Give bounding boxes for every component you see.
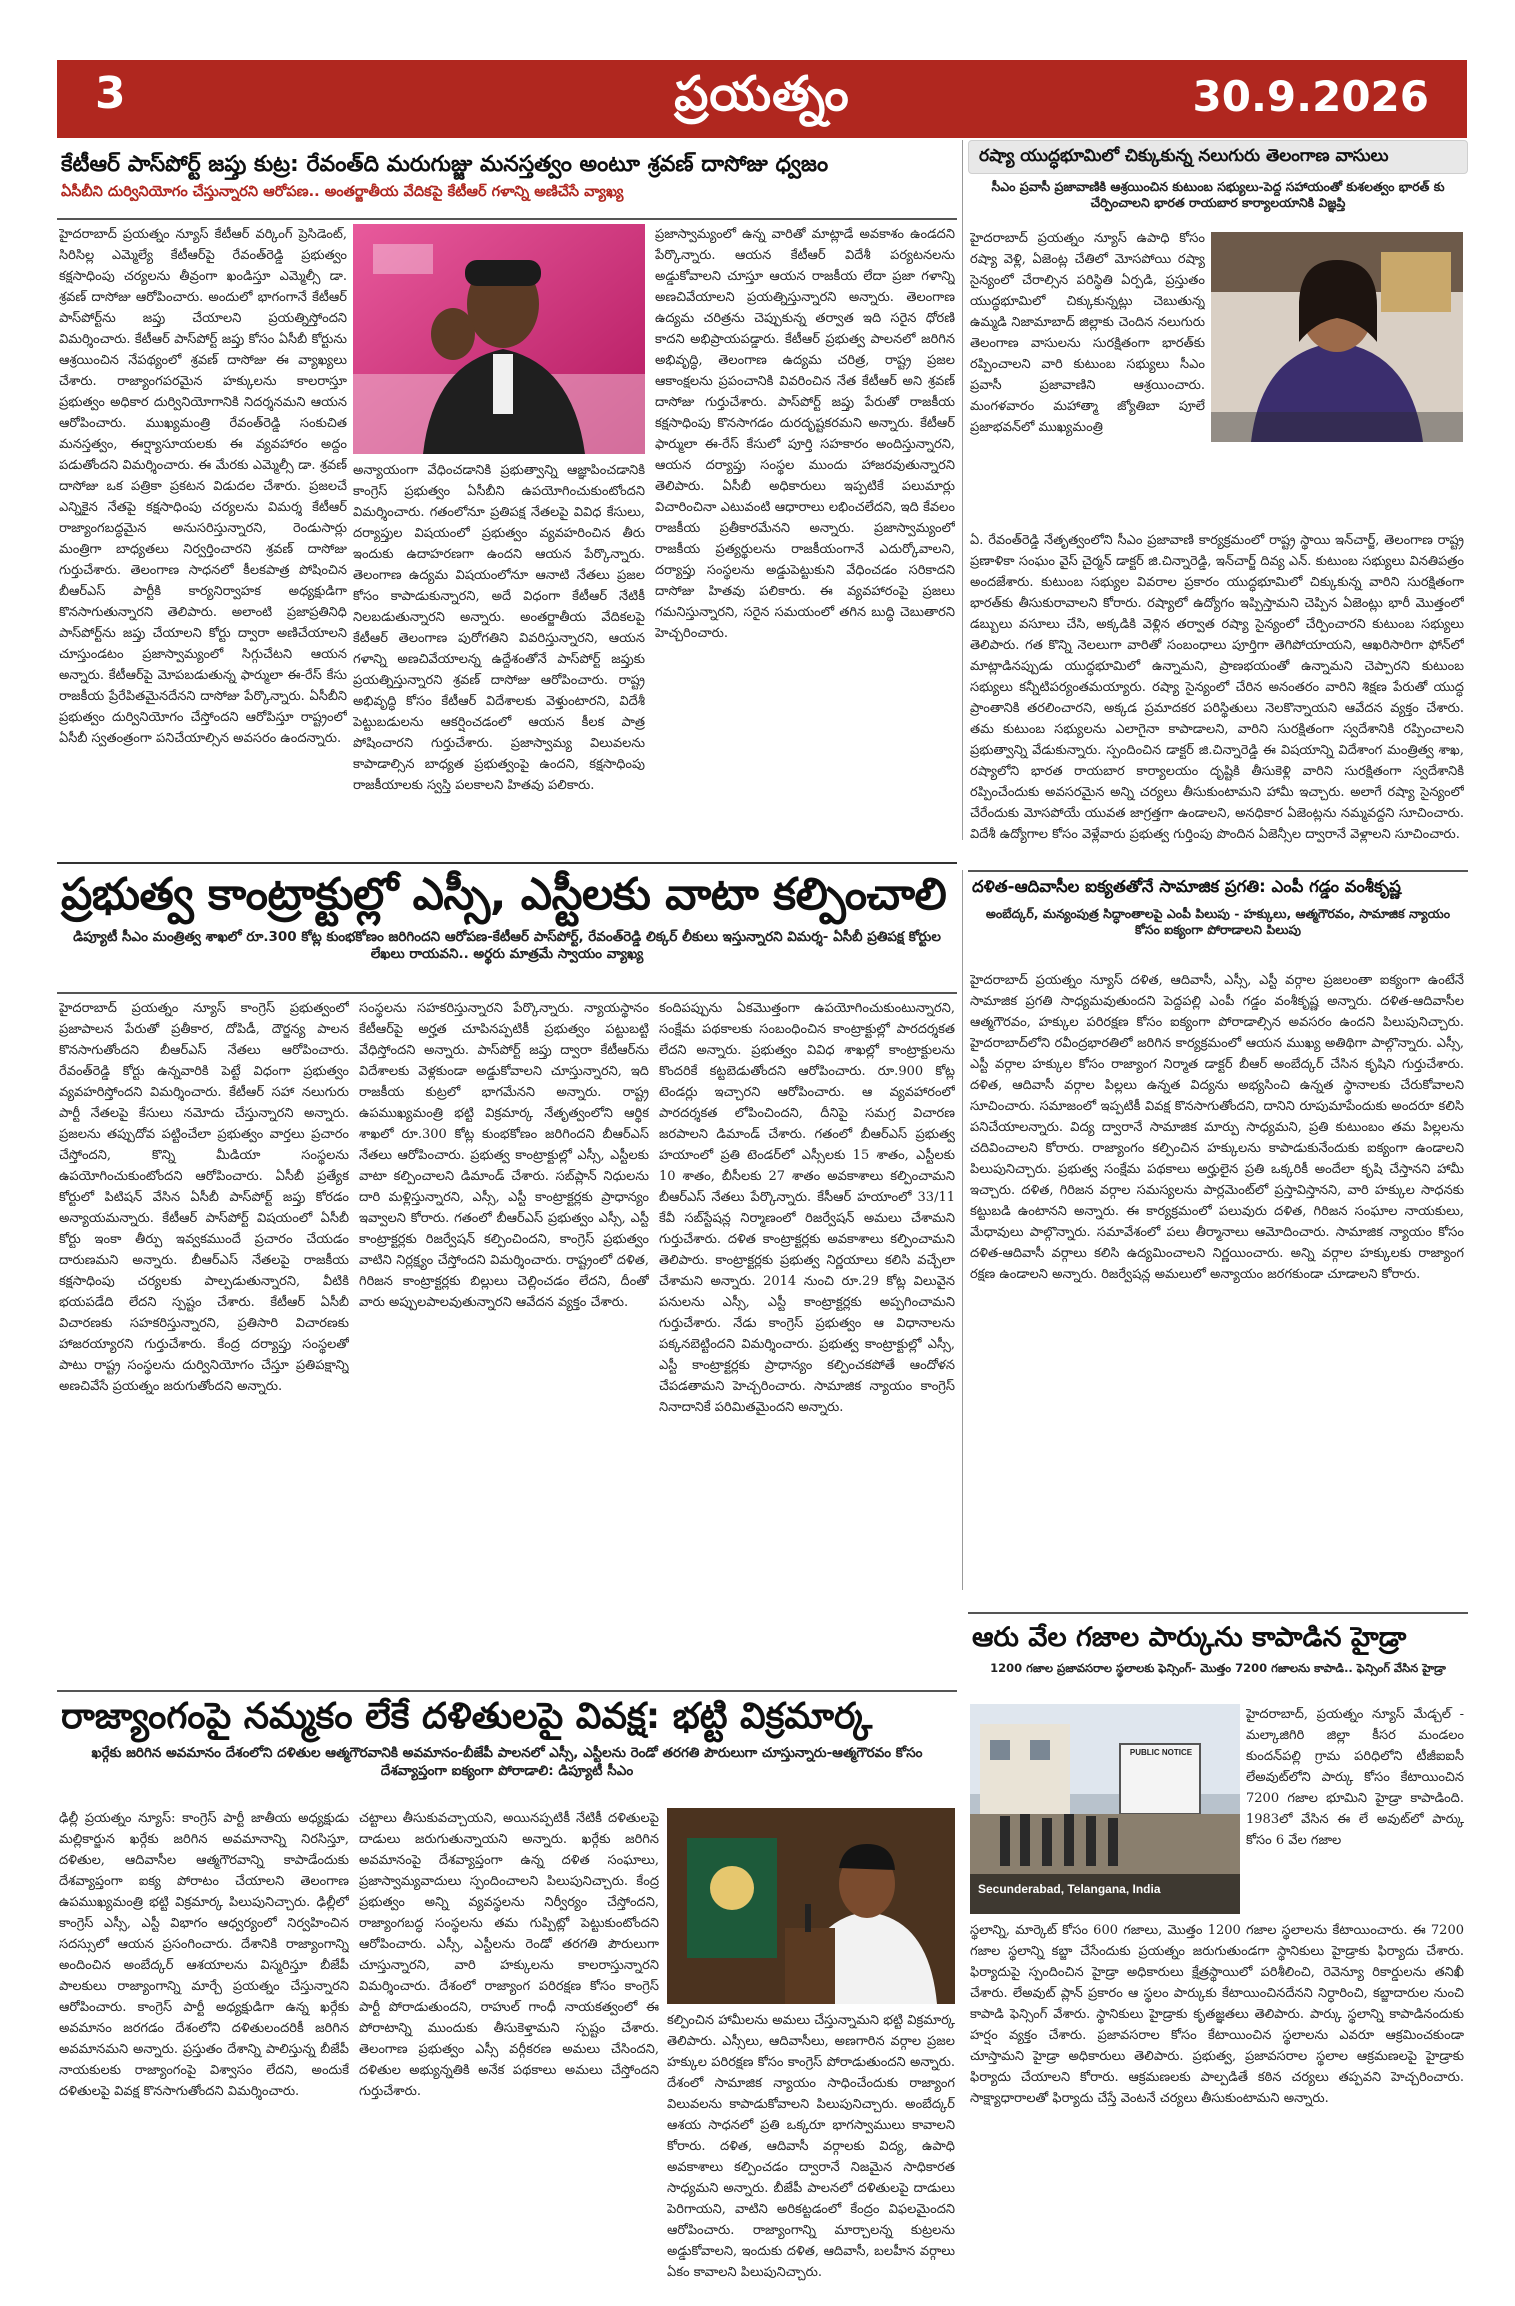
divider — [57, 862, 957, 864]
article-headline: కేటీఆర్ పాస్‌పోర్ట్ జప్తు కుట్ర: రేవంత్‌ది మరుగుజ్జు మనస్తత్వం అంటూ శ్రవణ్ దాసోజు ధ్వజం — [61, 152, 829, 177]
article-subheadline: 1200 గజాల ప్రజావసరాల స్థలాలకు ఫెన్సింగ్- మొత్తం 7200 గజాలను కాపాడి.. ఫెన్సింగ్ వేసిన హైడ్రా — [990, 1661, 1446, 1676]
issue-date: 30.9.2026 — [1192, 72, 1429, 121]
article-headline-box — [968, 140, 1468, 174]
article-column: కందిపప్పును ఏకమొత్తంగా ఉపయోగించుకుంటున్నారని, సంక్షేమ పథకాలకు సంబంధించిన కాంట్రాక్టుల్లో పారదర్శకత లేదని అన్నారు. ప్రభుత్వం వివిధ శాఖల్లో కాంట్రాక్టులను కొందరికే కట్టబెడుతోందని ఆరోపించారు. రూ.900 కోట్ల టెండర్లు ఇచ్చారని ఆరోపించారు. ఆ వ్యవహారంలో పారదర్శకత లోపించిందని, దీనిపై సమగ్ర విచారణ జరపాలని డిమాండ్ చేశారు. గతంలో బీఆర్ఎస్ ప్రభుత్వ హయాంలో ప్రతి టెండర్‌లో ఎస్సీలకు 15 శాతం, ఎస్టీలకు 10 శాతం, బీసీలకు 27 శాతం అవకాశాలు కల్పించామని బీఆర్ఎస్ నేతలు పేర్కొన్నారు. కేసీఆర్ హయాంలో 33/11 కేవీ సబ్‌స్టేషన్ల నిర్మాణంలో రిజర్వేషన్ అమలు చేశామని గుర్తుచేశారు. దళిత కాంట్రాక్టర్లకు అవకాశాలు కల్పించామని తెలిపారు. కాంట్రాక్టర్లకు ప్రభుత్వ నిర్ణయాలు కలిసి వచ్చేలా చేశామని అన్నారు. 2014 నుంచి రూ.29 కోట్ల విలువైన పనులను ఎస్సీ, ఎస్టీ కాంట్రాక్టర్లకు అప్పగించామని గుర్తుచేశారు. నేడు కాంగ్రెస్ ప్రభుత్వం ఆ విధానాలను పక్కనబెట్టిందని విమర్శించారు. ప్రభుత్వ కాంట్రాక్టుల్లో ఎస్సీ, ఎస్టీ కాంట్రాక్టర్లకు ప్రాధాన్యం కల్పించకపోతే ఆందోళన చేపడతామని హెచ్చరించారు. సామాజిక న్యాయం కాంగ్రెస్ నినాదానికే పరిమితమైందని అన్నారు. — [659, 1001, 955, 1415]
article-column: అన్యాయంగా వేధించడానికి ప్రభుత్వాన్ని ఆజ్ఞాపించడానికి కాంగ్రెస్ ప్రభుత్వం ఏసీబీని ఉపయోగించుకుంటోందని విమర్శించారు. గతంలోనూ ప్రతిపక్ష నేతలపై వివిధ కేసులు, దర్యాప్తుల విషయంలో ప్రభుత్వం వ్యవహరించిన తీరు ఇందుకు ఉదాహరణగా ఉందని ఆయన పేర్కొన్నారు. తెలంగాణ ఉద్యమ విషయంలోనూ ఆనాటి నేతలు ప్రజల కోసం కాపాడుకున్నారని, అదే విధంగా కేటీఆర్ నేటికీ నిలబడుతున్నారని అన్నారు. అంతర్జాతీయ వేదికలపై కేటీఆర్ తెలంగాణ పురోగతిని వివరిస్తున్నారని, ఆయన గళాన్ని అణచివేయాలన్న ఉద్దేశంతోనే పాస్‌పోర్ట్ జప్తుకు ప్రయత్నిస్తున్నారని శ్రవణ్ దాసోజు ఆరోపించారు. రాష్ట్ర అభివృద్ధి కోసం కేటీఆర్ విదేశాలకు వెళ్తుంటారని, విదేశీ పెట్టుబడులను ఆకర్షించడంలో ఆయన కీలక పాత్ర పోషించారని గుర్తుచేశారు. ప్రజాస్వామ్య విలువలను కాపాడాల్సిన బాధ్యత ప్రభుత్వంపై ఉందని, కక్షసాధింపు రాజకీయాలకు స్వస్తి పలకాలని హితవు పలికారు. — [353, 463, 645, 793]
divider — [57, 992, 957, 994]
article-subheadline: ఏసీబీని దుర్వినియోగం చేస్తున్నారని ఆరోపణ.. అంతర్జాతీయ వేదికపై కేటీఆర్ గళాన్ని అణిచేసే వ్యాఖ్య — [61, 184, 624, 201]
page-number: 3 — [95, 68, 126, 119]
speaker-photo — [353, 224, 645, 454]
article-headline: రష్యా యుద్ధభూమిలో చిక్కుకున్న నలుగురు తెలంగాణ వాసులు — [979, 146, 1389, 166]
speaker-photo — [667, 1808, 955, 2004]
article-column: సంస్థలను సహకరిస్తున్నారని పేర్కొన్నారు. న్యాయస్థానం కేటీఆర్‌పై అర్హత చూపినప్పటికీ ప్రభుత్వం పట్టుబట్టి వేధిస్తోందని అన్నారు. పాస్‌పోర్ట్ జప్తు ద్వారా కేటీఆర్‌ను విదేశాలకు వెళ్లకుండా అడ్డుకోవాలని చూస్తున్నారని, ఇది రాజకీయ కుట్రలో భాగమేనని అన్నారు. రాష్ట్ర ఉపముఖ్యమంత్రి భట్టి విక్రమార్క నేతృత్వంలోని ఆర్థిక శాఖలో రూ.300 కోట్ల కుంభకోణం జరిగిందని బీఆర్ఎస్ నేతలు ఆరోపించారు. ప్రభుత్వ కాంట్రాక్టుల్లో ఎస్సీ, ఎస్టీలకు వాటా కల్పించాలని డిమాండ్ చేశారు. సబ్‌ప్లాన్ నిధులను దారి మళ్లిస్తున్నారని, ఎస్సీ, ఎస్టీ కాంట్రాక్టర్లకు ప్రాధాన్యం ఇవ్వాలని కోరారు. గతంలో బీఆర్ఎస్ ప్రభుత్వం ఎస్సీ, ఎస్టీ కాంట్రాక్టర్లకు రిజర్వేషన్ కల్పించిందని, కాంగ్రెస్ ప్రభుత్వం వాటిని నిర్లక్ష్యం చేస్తోందని విమర్శించారు. రాష్ట్రంలో దళిత, గిరిజన కాంట్రాక్టర్లకు బిల్లులు చెల్లించడం లేదని, దీంతో వారు అప్పులపాలవుతున్నారని ఆవేదన వ్యక్తం చేశారు. — [359, 1001, 649, 1310]
article-dalit-unity — [968, 870, 1468, 1590]
site-photo — [970, 1704, 1240, 1914]
article-headline: ప్రభుత్వ కాంట్రాక్టుల్లో ఎస్సీ, ఎస్టీలకు వాటా కల్పించాలి — [61, 869, 947, 920]
article-headline: దళిత-ఆదివాసీల ఐక్యతతోనే సామాజిక ప్రగతి: ఎంపీ గడ్డం వంశీకృష్ణ — [968, 870, 1468, 903]
divider — [57, 218, 957, 220]
photo-caption: Secunderabad, Telangana, India — [978, 1882, 1161, 1896]
article-column: హైదరాబాద్ ప్రయత్నం న్యూస్ కాంగ్రెస్ ప్రభుత్వంలో ప్రజాపాలన పేరుతో ప్రతీకార, దోపిడీ, దౌర్జన్య పాలన కొనసాగుతోందని బీఆర్ఎస్ నేతలు ఆరోపించారు. రేవంత్‌రెడ్డి కోర్టు ఉన్నవారికి పెట్టే విధంగా ప్రభుత్వం వ్యవహరిస్తోందని విమర్శించారు. కేటీఆర్ సహా నలుగురు పార్టీ నేతలపై కేసులు నమోదు చేస్తున్నారని అన్నారు. ప్రజలను తప్పుదోవ పట్టించేలా ప్రభుత్వం వార్తలు ప్రచారం చేస్తోందని, కొన్ని మీడియా సంస్థలను ఉపయోగించుకుంటోందని ఆరోపించారు. ఏసీబీ ప్రత్యేక కోర్టులో పిటిషన్ వేసిన ఏసీబీ పాస్‌పోర్ట్ జప్తు కోరడం అన్యాయమన్నారు. కేటీఆర్ పాస్‌పోర్ట్ విషయంలో ఏసీబీ కోర్టు ఇంకా తీర్పు ఇవ్వకముందే ప్రచారం చేయడం దారుణమని అన్నారు. బీఆర్ఎస్ నేతలపై రాజకీయ కక్షసాధింపు చర్యలకు పాల్పడుతున్నారని, వీటికి భయపడేది లేదని స్పష్టం చేశారు. కేటీఆర్ ఏసీబీ విచారణకు సహకరిస్తున్నారని, ప్రతిసారి విచారణకు హాజరయ్యారని గుర్తుచేశారు. కేంద్ర దర్యాప్తు సంస్థలతో పాటు రాష్ట్ర సంస్థలను దుర్వినియోగం చేస్తూ ప్రతిపక్షాన్ని అణచివేసే ప్రయత్నం జరుగుతోందని అన్నారు. — [59, 1001, 349, 1394]
article-column: హైదరాబాద్ ప్రయత్నం న్యూస్ దళిత, ఆదివాసీ, ఎస్సీ, ఎస్టీ వర్గాల ప్రజలంతా ఐక్యంగా ఉంటేనే సామాజిక ప్రగతి సాధ్యమవుతుందని పెద్దపల్లి ఎంపీ గడ్డం వంశీకృష్ణ అన్నారు. దళిత-ఆదివాసీల ఆత్మగౌరవం, హక్కుల పరిరక్షణ కోసం ఐక్యంగా పోరాడాల్సిన అవసరం ఉందని పిలుపునిచ్చారు. హైదరాబాద్‌లోని రవీంద్రభారతిలో జరిగిన కార్యక్రమంలో ఆయన ముఖ్య అతిథిగా పాల్గొన్నారు. ఎస్సీ, ఎస్టీ వర్గాల హక్కుల కోసం రాజ్యాంగ నిర్మాత డాక్టర్ బీఆర్ అంబేద్కర్ చేసిన కృషిని గుర్తుచేశారు. దళిత, ఆదివాసీ వర్గాల పిల్లలు ఉన్నత విద్యను అభ్యసించి ఉన్నత స్థానాలకు చేరుకోవాలని సూచించారు. సమాజంలో ఇప్పటికీ వివక్ష కొనసాగుతోందని, దానిని రూపుమాపేందుకు అందరూ కలిసి పనిచేయాలన్నారు. విద్య ద్వారానే సామాజిక మార్పు సాధ్యమని, ప్రతి కుటుంబం తమ పిల్లలను చదివించాలని కోరారు. రాజ్యాంగం కల్పించిన హక్కులను కాపాడుకునేందుకు ఐక్యంగా ఉండాలని పిలుపునిచ్చారు. ప్రభుత్వ సంక్షేమ పథకాలు అర్హులైన ప్రతి ఒక్కరికీ అందేలా కృషి చేస్తానని హామీ ఇచ్చారు. దళిత, గిరిజన వర్గాల సమస్యలను పార్లమెంట్‌లో ప్రస్తావిస్తానని, వారి హక్కుల సాధనకు కట్టుబడి ఉంటానని అన్నారు. ఈ కార్యక్రమంలో పలువురు దళిత, గిరిజన సంఘాల నాయకులు, మేధావులు పాల్గొన్నారు. సమావేశంలో పలు తీర్మానాలు ఆమోదించారు. సామాజిక న్యాయం కోసం దళిత-ఆదివాసీ వర్గాలు కలిసి ఉద్యమించాలని నిర్ణయించారు. అన్ని వర్గాల హక్కులకు రాజ్యాంగ రక్షణ ఉండాలని అన్నారు. రిజర్వేషన్ల అమలులో అన్యాయం జరగకుండా చూడాలని కోరారు. — [970, 973, 1464, 1282]
article-headline: ఆరు వేల గజాల పార్కును కాపాడిన హైడ్రా — [972, 1622, 1407, 1653]
article-column: చట్టాలు తీసుకువచ్చాయని, అయినప్పటికీ నేటికీ దళితులపై దాడులు జరుగుతున్నాయని అన్నారు. ఖర్గేకు జరిగిన అవమానంపై దేశవ్యాప్తంగా ఉన్న దళిత సంఘాలు, ప్రజాస్వామ్యవాదులు స్పందించాలని పిలుపునిచ్చారు. కేంద్ర ప్రభుత్వం అన్ని వ్యవస్థలను నిర్వీర్యం చేస్తోందని, రాజ్యాంగబద్ధ సంస్థలను తమ గుప్పిట్లో పెట్టుకుంటోందని ఆరోపించారు. ఎస్సీ, ఎస్టీలను రెండో తరగతి పౌరులుగా చూస్తున్నారని, వారి హక్కులను కాలరాస్తున్నారని విమర్శించారు. దేశంలో రాజ్యాంగ పరిరక్షణ కోసం కాంగ్రెస్ పార్టీ పోరాడుతుందని, రాహుల్ గాంధీ నాయకత్వంలో ఈ పోరాటాన్ని ముందుకు తీసుకెళ్తామని స్పష్టం చేశారు. తెలంగాణ ప్రభుత్వం ఎస్సీ వర్గీకరణ అమలు చేసిందని, దళితుల అభ్యున్నతికి అనేక పథకాలు అమలు చేస్తోందని గుర్తుచేశారు. — [359, 1811, 659, 2099]
article-column: హైదరాబాద్ ప్రయత్నం న్యూస్ ఉపాధి కోసం రష్యా వెళ్లి, ఏజెంట్ల చేతిలో మోసపోయి రష్యా సైన్యంలో చేరాల్సిన పరిస్థితి ఏర్పడి, ప్రస్తుతం యుద్ధభూమిలో చిక్కుకున్నట్లు చెబుతున్న ఉమ్మడి నిజామాబాద్ జిల్లాకు చెందిన నలుగురు తెలంగాణ వాసులను సురక్షితంగా భారత్‌కు రప్పించాలని వారి కుటుంబ సభ్యులు సీఎం ప్రవాసీ ప్రజావాణిని ఆశ్రయించారు. మంగళవారం మహాత్మా జ్యోతిబా పూలే ప్రజాభవన్‌లో ముఖ్యమంత్రి — [970, 231, 1205, 435]
article-column: హైదరాబాద్, ప్రయత్నం న్యూస్ మేడ్చల్ - మల్కాజిగిరి జిల్లా కీసర మండలం కుందన్‌పల్లి గ్రామ పరిధిలోని టీజీఐఐసీ లేఅవుట్‌లోని పార్కు కోసం కేటాయించిన 7200 గజాల భూమిని హైడ్రా కాపాడింది. 1983లో వేసిన ఈ లే అవుట్‌లో పార్కు కోసం 6 వేల గజాల — [1246, 1707, 1464, 1848]
article-column: హైదరాబాద్ ప్రయత్నం న్యూస్ కేటీఆర్ వర్కింగ్ ప్రెసిడెంట్, సిరిసిల్ల ఎమ్మెల్యే కేటీఆర్‌పై రేవంత్‌రెడ్డి ప్రభుత్వం కక్షసాధింపు చర్యలను తీవ్రంగా ఖండిస్తూ ఎమ్మెల్సీ డా. శ్రవణ్ దాసోజు ఆరోపించారు. అందులో భాగంగానే కేటీఆర్ పాస్‌పోర్ట్‌ను జప్తు చేయాలని ప్రయత్నిస్తోందని విమర్శించారు. కేటీఆర్ పాస్‌పోర్ట్ జప్తు కోసం ఏసీబీ కోర్టును ఆశ్రయించిన నేపథ్యంలో శ్రవణ్ దాసోజు ఈ వ్యాఖ్యలు చేశారు. రాజ్యాంగపరమైన హక్కులను కాలరాస్తూ ప్రభుత్వం అధికార దుర్వినియోగానికి నిదర్శనమని ఆయన ఆరోపించారు. ముఖ్యమంత్రి రేవంత్‌రెడ్డి సంకుచిత మనస్తత్వం, ఈర్ష్యాసూయలకు ఈ వ్యవహారం అద్దం పడుతోందని విమర్శించారు. ఈ మేరకు ఎమ్మెల్సీ డా. శ్రవణ్ దాసోజు ఒక పత్రికా ప్రకటన విడుదల చేశారు. ప్రజలచే ఎన్నికైన నేతపై కక్షసాధింపు చర్యలను విమర్శ కేటీఆర్ రాజ్యాంగబద్ధమైన అనుసరిస్తున్నారని, రెండుసార్లు మంత్రిగా బాధ్యతలు నిర్వర్తించారని శ్రవణ్ దాసోజు గుర్తుచేశారు. తెలంగాణ సాధనలో కీలకపాత్ర పోషించిన బీఆర్ఎస్ పార్టీకి కార్యనిర్వాహక అధ్యక్షుడిగా కొనసాగుతున్నారని తెలిపారు. అలాంటి ప్రజాప్రతినిధి పాస్‌పోర్ట్‌ను జప్తు చేయాలని కోర్టు ద్వారా అణిచేయాలని చూస్తుండటం ప్రజాస్వామ్యంలో సిగ్గుచేటని ఆయన అన్నారు. కేటీఆర్‌పై మోపబడుతున్న ఫార్ములా ఈ-రేస్ కేసు రాజకీయ ప్రేరేపితమైనదేనని దాసోజు పేర్కొన్నారు. ఏసీబీని ప్రభుత్వం దుర్వినియోగం చేస్తోందని ఆరోపిస్తూ రాష్ట్రంలో ఏసీబీ స్వతంత్రంగా పనిచేయాల్సిన అవసరం ఉందన్నారు. — [59, 227, 347, 746]
article-passport — [57, 150, 957, 850]
article-column: ఢిల్లీ ప్రయత్నం న్యూస్: కాంగ్రెస్ పార్టీ జాతీయ అధ్యక్షుడు మల్లికార్జున ఖర్గేకు జరిగిన అవమానాన్ని నిరసిస్తూ, దళితుల, ఆదివాసీల ఆత్మగౌరవాన్ని కాపాడేందుకు దేశవ్యాప్తంగా ఐక్య పోరాటం చేయాలని తెలంగాణ ఉపముఖ్యమంత్రి భట్టి విక్రమార్క పిలుపునిచ్చారు. ఢిల్లీలో కాంగ్రెస్ ఎస్సీ, ఎస్టీ విభాగం ఆధ్వర్యంలో నిర్వహించిన సదస్సులో ఆయన ప్రసంగించారు. దేశానికి రాజ్యాంగాన్ని అందించిన అంబేద్కర్ ఆశయాలను విస్మరిస్తూ బీజేపీ పాలకులు రాజ్యాంగాన్ని మార్చే ప్రయత్నం చేస్తున్నారని ఆరోపించారు. కాంగ్రెస్ పార్టీ అధ్యక్షుడిగా ఉన్న ఖర్గేకు అవమానం జరగడం దేశంలోని దళితులందరికీ జరిగిన అవమానమని అన్నారు. ప్రస్తుతం దేశాన్ని పాలిస్తున్న బీజేపీ నాయకులకు రాజ్యాంగంపై విశ్వాసం లేదని, అందుకే దళితులపై వివక్ష కొనసాగుతోందని విమర్శించారు. — [59, 1811, 349, 2099]
article-constitution — [57, 1690, 957, 2290]
official-photo — [1211, 232, 1463, 442]
article-column: ఏ. రేవంత్‌రెడ్డి నేతృత్వంలోని సీఎం ప్రజావాణి కార్యక్రమంలో రాష్ట్ర స్థాయి ఇన్‌చార్జ్, తెలంగాణ రాష్ట్ర ప్రణాళికా సంఘం వైస్ చైర్మన్ డాక్టర్ జి.చిన్నారెడ్డి, ఇన్‌చార్జ్ దివ్య ఎన్. కుటుంబ సభ్యులు వినతిపత్రం అందజేశారు. కుటుంబ సభ్యుల వివరాల ప్రకారం యుద్ధభూమిలో చిక్కుకున్న వారిని సురక్షితంగా భారత్‌కు తీసుకురావాలని కోరారు. రష్యాలో ఉద్యోగం ఇప్పిస్తామని చెప్పిన ఏజెంట్లు భారీ మొత్తంలో డబ్బులు వసూలు చేసి, అక్కడికి వెళ్లిన తర్వాత రష్యా సైన్యంలో చేర్పించారని కుటుంబ సభ్యులు తెలిపారు. గత కొన్ని నెలలుగా వారితో సంబంధాలు పూర్తిగా తెగిపోయాయని, ఆఖరిసారిగా ఫోన్‌లో మాట్లాడినప్పుడు యుద్ధభూమిలో ఉన్నామని, ప్రాణభయంతో ఉన్నామని చెప్పారని కుటుంబ సభ్యులు కన్నీటిపర్యంతమయ్యారు. రష్యా సైన్యంలో చేరిన అనంతరం వారిని శిక్షణ పేరుతో యుద్ధ ప్రాంతానికి తరలించారని, అక్కడ ప్రమాదకర పరిస్థితులు నెలకొన్నాయని ఆవేదన వ్యక్తం చేశారు. తమ కుటుంబ సభ్యులను ఎలాగైనా కాపాడాలని, వారిని సురక్షితంగా స్వదేశానికి రప్పించాలని ప్రభుత్వాన్ని వేడుకున్నారు. స్పందించిన డాక్టర్ జి.చిన్నారెడ్డి ఈ విషయాన్ని విదేశాంగ మంత్రిత్వ శాఖ, రష్యాలోని భారత రాయబార కార్యాలయం దృష్టికి తీసుకెళ్లి వారిని సురక్షితంగా స్వదేశానికి రప్పించేందుకు అవసరమైన అన్ని చర్యలు తీసుకుంటామని హామీ ఇచ్చారు. అలాగే రష్యా సైన్యంలో చేరేందుకు మోసపోయే యువత జాగ్రత్తగా ఉండాలని, అనధికార ఏజెంట్లను నమ్మవద్దని సూచించారు. విదేశీ ఉద్యోగాల కోసం వెళ్లేవారు ప్రభుత్వ గుర్తింపు పొందిన ఏజెన్సీల ద్వారానే వెళ్లాలని సూచించారు. — [970, 533, 1464, 842]
article-subheadline: ఖర్గేకు జరిగిన అవమానం దేశంలోని దళితుల ఆత్మగౌరవానికి అవమానం-బీజేపీ పాలనలో ఎస్సీ, ఎస్టీలను రెండో తరగతి పౌరులుగా చూస్తున్నారు-ఆత్మగౌరవం కోసం దేశవ్యాప్తంగా ఐక్యంగా పోరాడాలి: డిప్యూటీ సీఎం — [91, 1745, 923, 1779]
article-hydraa — [968, 1612, 1468, 2292]
masthead — [57, 60, 1467, 138]
article-column: స్థలాన్ని, మార్కెట్ కోసం 600 గజాలు, మొత్తం 1200 గజాల స్థలాలను కేటాయించారు. ఈ 7200 గజాల స్థలాన్ని కబ్జా చేసేందుకు ప్రయత్నం జరుగుతుండగా స్థానికులు హైడ్రాకు ఫిర్యాదు చేశారు. ఫిర్యాదుపై స్పందించిన హైడ్రా అధికారులు క్షేత్రస్థాయిలో పరిశీలించి, రెవెన్యూ రికార్డులను తనిఖీ చేశారు. లేఅవుట్ ప్లాన్ ప్రకారం ఆ స్థలం పార్కుకు కేటాయించినదేనని నిర్ధారించి, కబ్జాదారుల నుంచి కాపాడి ఫెన్సింగ్ వేశారు. స్థానికులు హైడ్రాకు కృతజ్ఞతలు తెలిపారు. పార్కు స్థలాన్ని కాపాడినందుకు హర్షం వ్యక్తం చేశారు. ప్రజావసరాల కోసం కేటాయించిన స్థలాలను ఎవరూ ఆక్రమించకుండా చూస్తామని హైడ్రా అధికారులు తెలిపారు. ప్రభుత్వ, ప్రజావసరాల స్థలాల ఆక్రమణలపై హైడ్రాకు ఫిర్యాదు చేయాలని కోరారు. ఆక్రమణలకు పాల్పడితే కఠిన చర్యలు తప్పవని హెచ్చరించారు. సాక్ష్యాధారాలతో ఫిర్యాదు చేస్తే వెంటనే చర్యలు తీసుకుంటామని అన్నారు. — [970, 1923, 1464, 2106]
article-column: కల్పించిన హామీలను అమలు చేస్తున్నామని భట్టి విక్రమార్క తెలిపారు. ఎస్సీలు, ఆదివాసీలు, అణగారిన వర్గాల ప్రజల హక్కుల పరిరక్షణ కోసం కాంగ్రెస్ పోరాడుతుందని అన్నారు. దేశంలో సామాజిక న్యాయం సాధించేందుకు రాజ్యాంగ విలువలను కాపాడుకోవాలని పిలుపునిచ్చారు. అంబేద్కర్ ఆశయ సాధనలో ప్రతి ఒక్కరూ భాగస్వాములు కావాలని కోరారు. దళిత, ఆదివాసీ వర్గాలకు విద్య, ఉపాధి అవకాశాలు కల్పించడం ద్వారానే నిజమైన సాధికారత సాధ్యమని అన్నారు. బీజేపీ పాలనలో దళితులపై దాడులు పెరిగాయని, వాటిని అరికట్టడంలో కేంద్రం విఫలమైందని ఆరోపించారు. రాజ్యాంగాన్ని మార్చాలన్న కుట్రలను అడ్డుకోవాలని, ఇందుకు దళిత, ఆదివాసీ, బలహీన వర్గాలు ఏకం కావాలని పిలుపునిచ్చారు. — [667, 2013, 955, 2280]
article-russia — [968, 140, 1468, 870]
column-divider — [962, 140, 963, 840]
article-headline: రాజ్యాంగంపై నమ్మకం లేకే దళితులపై వివక్ష: భట్టి విక్రమార్క — [61, 1696, 873, 1737]
article-contracts — [57, 868, 957, 1718]
article-subheadline: సీఎం ప్రవాసీ ప్రజావాణికి ఆశ్రయించిన కుటుంబ సభ్యులు-పెద్ద సహాయంతో కుశలత్వం భారత్ కు చేర్పించాలని భారత రాయబార కార్యాలయానికి విజ్ఞప్తి — [991, 178, 1445, 210]
column-divider — [962, 870, 963, 1590]
newspaper-name: ప్రయత్నం — [674, 66, 850, 122]
article-column: ప్రజాస్వామ్యంలో ఉన్న వారితో మాట్లాడే అవకాశం ఉండదని పేర్కొన్నారు. ఆయన కేటీఆర్ విదేశీ పర్యటనలను అడ్డుకోవాలని చూస్తూ ఆయన రాజకీయ లేదా ప్రజా గళాన్ని అణచివేయాలని ప్రయత్నిస్తున్నారని అన్నారు. తెలంగాణ ఉద్యమ చరిత్రను చెప్పుకున్న తర్వాత ఇది సరైన ధోరణి కాదని అభిప్రాయపడ్డారు. కేటీఆర్ ప్రభుత్వ పాలనలో జరిగిన అభివృద్ధి, తెలంగాణ ఉద్యమ చరిత్ర, రాష్ట్ర ప్రజల ఆకాంక్షలను ప్రపంచానికి వివరించిన నేత కేటీఆర్ అని శ్రవణ్ దాసోజు గుర్తుచేశారు. పాస్‌పోర్ట్ జప్తు పేరుతో రాజకీయ కక్షసాధింపు కొనసాగడం దురదృష్టకరమని అన్నారు. కేటీఆర్ ఫార్ములా ఈ-రేస్ కేసులో పూర్తి సహకారం అందిస్తున్నారని, ఆయన దర్యాప్తు సంస్థల ముందు హాజరవుతున్నారని తెలిపారు. ఏసీబీ అధికారులు ఇప్పటికే పలుమార్లు విచారించినా ఎటువంటి ఆధారాలు లభించలేదని, ఇది కేవలం రాజకీయ ప్రతీకారమేనని అన్నారు. ప్రజాస్వామ్యంలో రాజకీయ ప్రత్యర్థులను రాజకీయంగానే ఎదుర్కోవాలని, దర్యాప్తు సంస్థలను అడ్డుపెట్టుకుని వేధించడం సరికాదని దాసోజు హితవు పలికారు. ఈ వ్యవహారంపై ప్రజలు గమనిస్తున్నారని, సరైన సమయంలో తగిన బుద్ధి చెబుతారని హెచ్చరించారు. — [655, 227, 955, 641]
article-subheadline: అంబేద్కర్, మన్యంపుత్ర సిద్ధాంతాలపై ఎంపీ పిలుపు - హక్కులు, ఆత్మగౌరవం, సామాజిక న్యాయం కోసం ఐక్యంగా పోరాడాలని పిలుపు — [985, 905, 1451, 938]
notice-board-text: PUBLIC NOTICE — [1129, 1748, 1193, 1757]
article-subheadline: డిప్యూటీ సీఎం మంత్రిత్వ శాఖలో రూ.300 కోట్ల కుంభకోణం జరిగిందని ఆరోపణ-కేటీఆర్ పాస్‌పోర్ట్, రేవంత్‌రెడ్డి లిక్కర్ లీకులు ఇస్తున్నారని విమర్శ- ఏసీబీ ప్రతిపక్ష కోర్టుల లేఖలు రాయవని.. అర్థరు మాత్రమే స్వాయం వ్యాఖ్య — [73, 928, 941, 963]
